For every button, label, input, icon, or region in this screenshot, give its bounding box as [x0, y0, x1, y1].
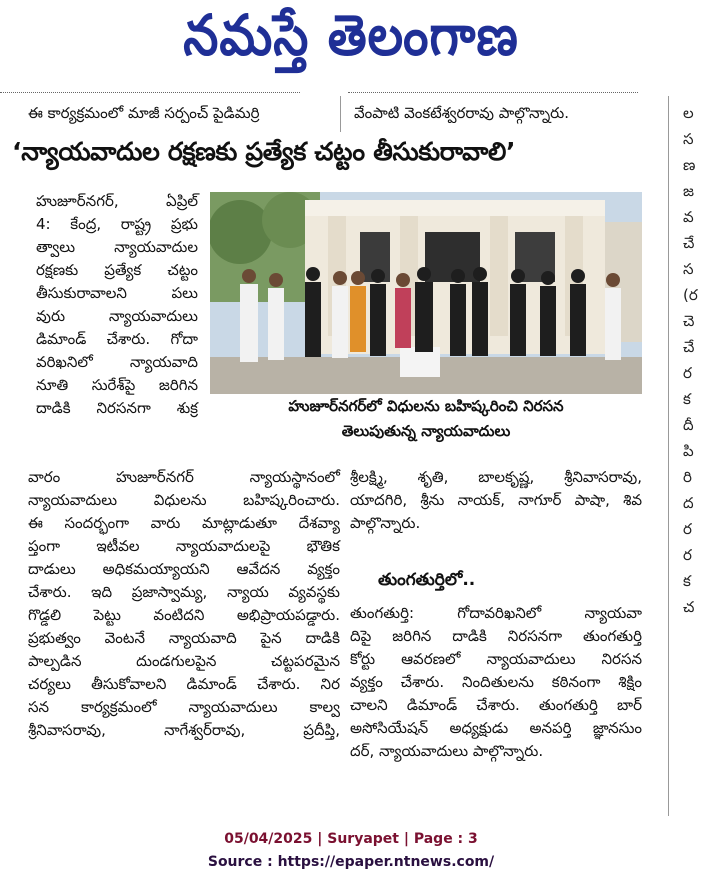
- column-rule: [668, 96, 669, 816]
- article-line: వురు న్యాయవాదులు: [36, 307, 198, 325]
- article-line: యాదగిరి, శ్రీను నాయక్, నాగూర్ పాషా, శివ: [350, 491, 642, 509]
- footer: [0, 828, 702, 874]
- edge-fragment: జ: [683, 182, 694, 200]
- edge-fragment: ణ: [683, 156, 696, 174]
- edge-fragment: క: [683, 390, 691, 408]
- article-line: దాడికి నిరసనగా శుక్ర: [36, 399, 198, 417]
- edge-fragment: వ: [683, 208, 694, 226]
- article-line: రక్షణకు ప్రత్యేక చట్టం: [36, 261, 198, 279]
- edge-fragment: ర: [683, 364, 692, 382]
- article-line: అసోసియేషన్ అధ్యక్షుడు అనపర్తి జ్ఞానసుం: [350, 719, 642, 737]
- article-column-right-continued: [350, 602, 642, 763]
- adjacent-article-fragment: [683, 100, 702, 620]
- edge-fragment: ద: [683, 494, 694, 512]
- photo-caption: [210, 394, 642, 444]
- article-clipping: [0, 92, 702, 822]
- article-line: డిమాండ్ చేశారు. గోదా: [36, 330, 198, 348]
- article-line: 4: కేంద్ర, రాష్ట్ర ప్రభు: [36, 215, 198, 233]
- article-line: దర్, న్యాయవాదులు పాల్గొన్నారు.: [350, 742, 544, 760]
- article-line: వారం హుజూర్‌నగర్ న్యాయస్థానంలో: [28, 468, 340, 486]
- article-line: కోర్టు ఆవరణలో న్యాయవాదులు నిరసన: [350, 650, 642, 668]
- article-line: శ్రీలక్ష్మి, శృతి, బాలకృష్ణ, శ్రీనివాసరావు,: [350, 468, 642, 486]
- article-line: చర్యలు తీసుకోవాలని డిమాండ్ చేశారు. నిర: [28, 675, 340, 693]
- article-column-narrow: [36, 190, 198, 420]
- edge-fragment: చ: [683, 598, 695, 616]
- article-column-right: [350, 466, 642, 535]
- edge-fragment: రి: [683, 468, 692, 486]
- article-line: ప్తంగా ఇటీవల న్యాయవాదులపై భౌతిక: [28, 537, 340, 555]
- article-line: ఈ సందర్భంగా వారు మాట్లాడుతూ దేశవ్యా: [28, 514, 340, 532]
- article-line: శ్రీనివాసరావు, నాగేశ్వర్‌రావు, ప్రదీప్తి,: [28, 721, 340, 739]
- edge-fragment: (ర: [683, 286, 698, 304]
- edge-fragment: క: [683, 572, 691, 590]
- column-rule: [340, 96, 341, 132]
- masthead: [0, 0, 702, 82]
- edge-fragment: దీ: [683, 416, 694, 434]
- edge-fragment: ర: [683, 546, 692, 564]
- caption-line: హుజూర్‌నగర్‌లో విధులను బహిష్కరించి నిరసన: [288, 397, 564, 415]
- footer-edition: 05/04/2025 | Suryapet | Page : 3: [224, 831, 478, 847]
- article-line: చేశారు. ఇది ప్రజాస్వామ్య, న్యాయ వ్యవస్థకు: [28, 583, 340, 601]
- footer-source: Source : https://epaper.ntnews.com/: [207, 854, 495, 870]
- edge-fragment: స: [683, 130, 694, 148]
- article-line: త్వాలు న్యాయవాదుల: [36, 238, 198, 256]
- article-line: న్యాయవాదులు విధులను బహిష్కరించారు.: [28, 491, 340, 509]
- news-photo: [210, 192, 642, 394]
- article-line: పాల్గొన్నారు.: [350, 514, 421, 532]
- edge-fragment: చే: [683, 338, 695, 356]
- article-line: దాడులు అధికమయ్యాయని ఆవేదన వ్యక్తం: [28, 560, 340, 578]
- headline: ‘న్యాయవాదుల రక్షణకు ప్రత్యేక చట్టం తీసుకురావాలి’: [12, 137, 516, 166]
- edge-fragment: స: [683, 260, 694, 278]
- article-line: వ్యక్తం చేశారు. నిందితులను కఠినంగా శిక్షిం: [350, 673, 642, 691]
- article-line: ప్రభుత్వం వెంటనే న్యాయవాది పైన దాడికి: [28, 629, 340, 647]
- top-strip-left: ఈ కార్యక్రమంలో మాజీ సర్పంచ్ పైడిమర్రి: [28, 104, 260, 122]
- caption-line: తెలుపుతున్న న్యాయవాదులు: [341, 422, 511, 440]
- subhead: తుంగతుర్తిలో..: [378, 570, 476, 590]
- edge-fragment: చె: [683, 312, 695, 330]
- article-line: పాల్పడిన దుండగులపైన చట్టపరమైన: [28, 652, 340, 670]
- article-line: తీసుకురావాలని పలు: [36, 284, 198, 302]
- article-line: నూతి సురేశ్‌పై జరిగిన: [36, 376, 198, 394]
- edge-fragment: పి: [683, 442, 694, 460]
- article-column-wide: [28, 466, 340, 742]
- article-line: వరిఖనిలో న్యాయవాది: [36, 353, 198, 371]
- article-line: హుజూర్‌నగర్, ఏప్రిల్: [36, 192, 198, 210]
- cut-edge: [348, 92, 638, 101]
- masthead-title: నమస్తే తెలంగాణ: [183, 1, 519, 68]
- lawyers-protest-photo: [210, 192, 642, 394]
- edge-fragment: ర: [683, 520, 692, 538]
- article-line: సన కార్యక్రమంలో న్యాయవాదులు కాల్వ: [28, 698, 340, 716]
- article-line: తుంగతుర్తి: గోదావరిఖనిలో న్యాయవా: [350, 604, 642, 622]
- article-line: గొడ్డలి పెట్టు వంటిదని అభిప్రాయపడ్డారు.: [28, 606, 340, 624]
- edge-fragment: ల: [683, 104, 694, 122]
- article-line: దిపై జరిగిన దాడికి నిరసనగా తుంగతుర్తి: [350, 627, 642, 645]
- top-strip-right: వేంపాటి వెంకటేశ్వరరావు పాల్గొన్నారు.: [354, 104, 569, 122]
- cut-edge: [0, 92, 300, 101]
- article-line: చాలని డిమాండ్ చేశారు. తుంగతుర్తి బార్: [350, 696, 642, 714]
- edge-fragment: చే: [683, 234, 695, 252]
